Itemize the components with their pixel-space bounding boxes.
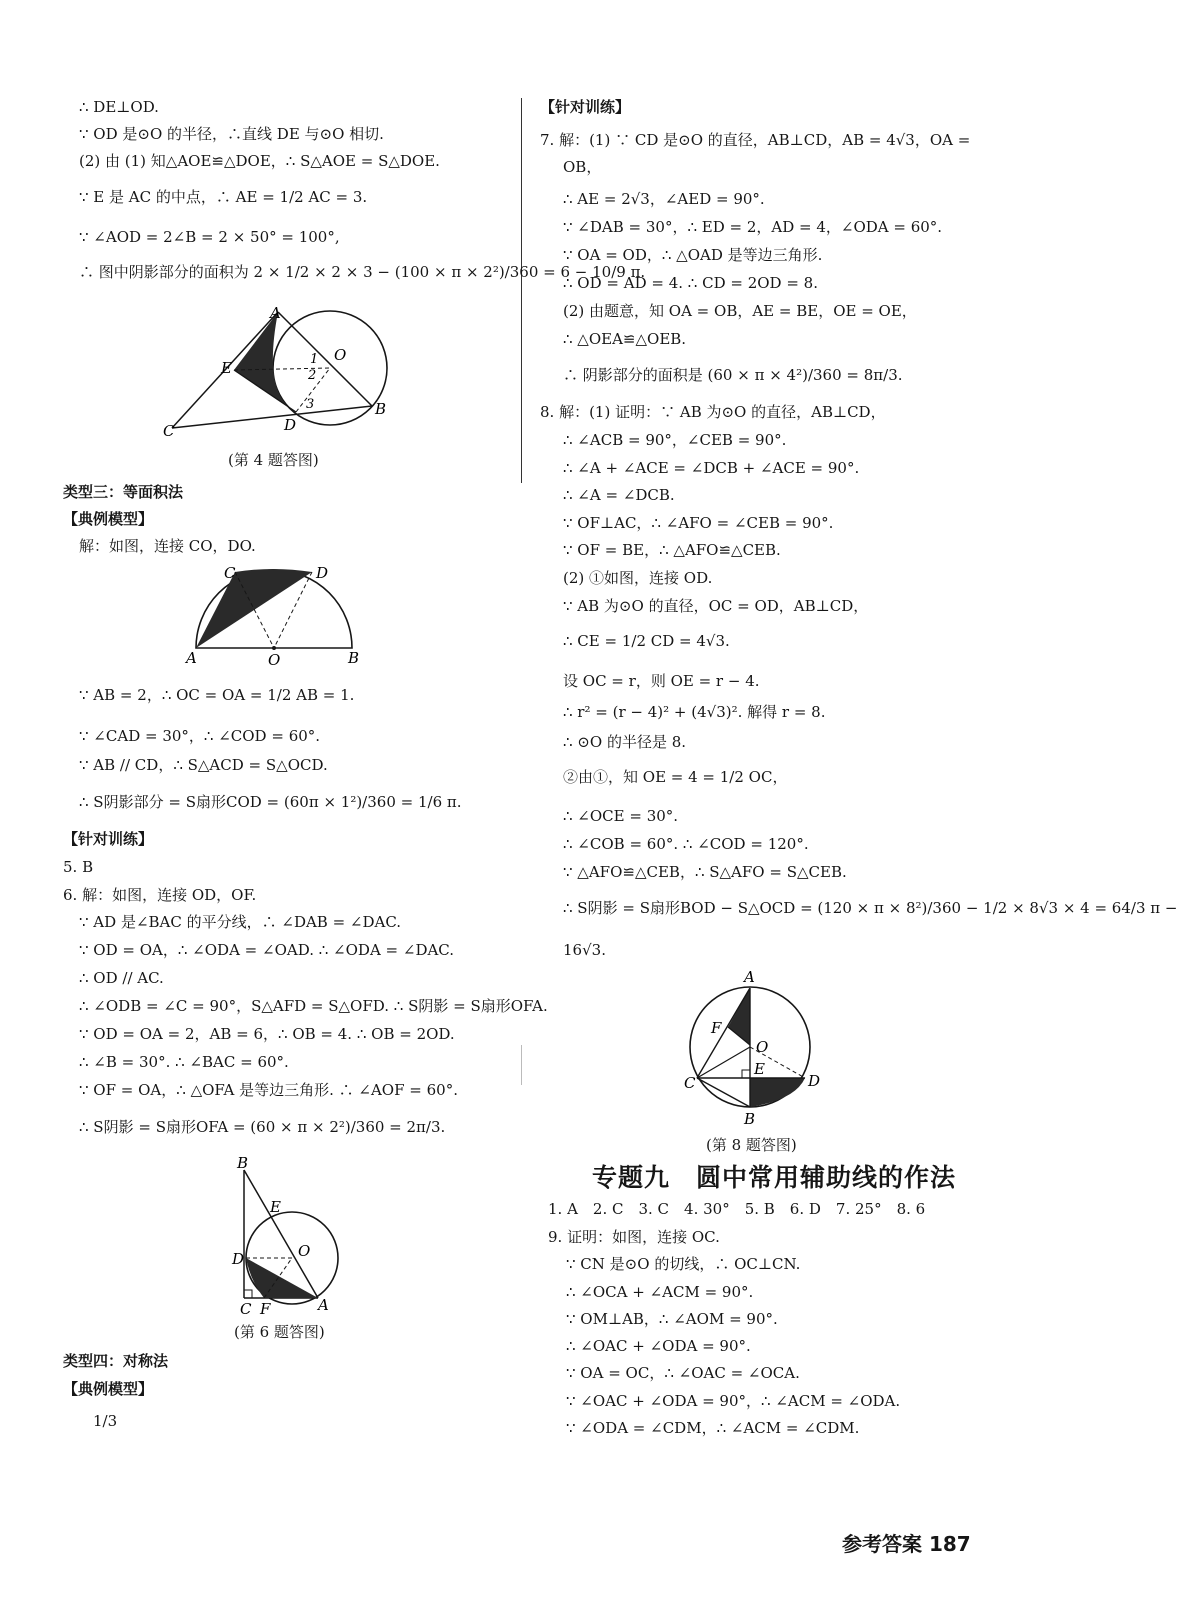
angle-1: 1 <box>310 352 319 367</box>
label-D: D <box>808 1072 821 1090</box>
text-line: ∵ △AFO≌△CEB，∴ S△AFO = S△CEB. <box>563 863 847 881</box>
text-line: ∵ ∠OAC + ∠ODA = 90°，∴ ∠ACM = ∠ODA. <box>566 1392 901 1410</box>
column-divider-lower <box>521 1045 522 1085</box>
text-line: ∴ AE = 2√3，∠AED = 90°. <box>563 190 765 208</box>
label-O: O <box>756 1038 769 1056</box>
text-line: ∵ OM⊥AB，∴ ∠AOM = 90°. <box>566 1310 778 1328</box>
text-line: ∵ OF⊥AC，∴ ∠AFO = ∠CEB = 90°. <box>563 514 834 532</box>
text-line: (2) ①如图，连接 OD. <box>563 569 713 587</box>
text-line: 设 OC = r，则 OE = r − 4. <box>563 672 760 690</box>
label-O: O <box>334 346 347 364</box>
text-line: ∴ ∠ACB = 90°，∠CEB = 90°. <box>563 431 787 449</box>
section-heading: 类型四：对称法 <box>63 1352 169 1370</box>
answer-list: 1. A 2. C 3. C 4. 30° 5. B 6. D 7. 25° 8. 6 <box>548 1200 926 1218</box>
label-B: B <box>744 1110 756 1128</box>
text-line: 9. 证明：如图，连接 OC. <box>548 1228 720 1246</box>
text-line: 解：如图，连接 CO，DO. <box>79 537 256 555</box>
section-heading: 类型三：等面积法 <box>63 483 184 501</box>
figure-4 <box>160 300 400 445</box>
text-line: ∴ ⊙O 的半径是 8. <box>563 733 687 751</box>
text-line: ∵ ∠ODA = ∠CDM，∴ ∠ACM = ∠CDM. <box>566 1419 860 1437</box>
text-line: ∵ OA = OD，∴ △OAD 是等边三角形. <box>563 246 823 264</box>
text-line: 7. 解：(1) ∵ CD 是⊙O 的直径，AB⊥CD，AB = 4√3，OA = <box>540 131 971 149</box>
text-line: ∵ AB 为⊙O 的直径，OC = OD，AB⊥CD， <box>563 597 869 615</box>
figure-caption: (第 6 题答图) <box>234 1323 325 1341</box>
label-D: D <box>232 1250 245 1268</box>
label-E: E <box>754 1060 765 1078</box>
text-line: ∴ ∠ODB = ∠C = 90°，S△AFD = S△OFD. ∴ S阴影 = S扇形OFA. <box>79 997 548 1015</box>
text-line: ∵ OA = OC，∴ ∠OAC = ∠OCA. <box>566 1364 800 1382</box>
figure-caption: (第 4 题答图) <box>228 451 319 469</box>
label-O: O <box>298 1242 311 1260</box>
text-line: ∴ CE = 1/2 CD = 4√3. <box>563 632 730 650</box>
text-line: OB， <box>563 158 602 176</box>
figure-caption: (第 8 题答图) <box>706 1136 797 1154</box>
section-heading: 【针对训练】 <box>63 830 154 848</box>
text-line: ∵ OD 是⊙O 的半径，∴直线 DE 与⊙O 相切. <box>79 125 384 143</box>
section-heading: 【针对训练】 <box>540 98 631 116</box>
text-line: ∴ ∠B = 30°. ∴ ∠BAC = 60°. <box>79 1053 289 1071</box>
label-A: A <box>186 649 197 667</box>
text-line: ∴ r² = (r − 4)² + (4√3)². 解得 r = 8. <box>563 703 826 721</box>
label-B: B <box>348 649 360 667</box>
text-line: ∴ S阴影 = S扇形BOD − S△OCD = (120 × π × 8²)/360 − 1/2 × 8√3 × 4 = 64/3 π − <box>563 899 1177 917</box>
label-B: B <box>375 400 387 418</box>
text-line: ∴ 图中阴影部分的面积为 2 × 1/2 × 2 × 3 − (100 × π × 2²)/360 = 6 − 10/9 π. <box>79 263 646 281</box>
text-line: (2) 由题意，知 OA = OB，AE = BE，OE = OE， <box>563 302 917 320</box>
label-D: D <box>316 564 329 582</box>
text-line: ∴ △OEA≌△OEB. <box>563 330 687 348</box>
text-line: (2) 由 (1) 知△AOE≌△DOE，∴ S△AOE = S△DOE. <box>79 152 440 170</box>
text-line: ∵ AD 是∠BAC 的平分线，∴ ∠DAB = ∠DAC. <box>79 913 402 931</box>
figure-semicircle <box>180 560 370 670</box>
angle-3: 3 <box>306 397 315 412</box>
text-line: ∴ ∠A + ∠ACE = ∠DCB + ∠ACE = 90°. <box>563 459 860 477</box>
text-line: ∵ ∠DAB = 30°，∴ ED = 2，AD = 4，∠ODA = 60°. <box>563 218 943 236</box>
text-line: ∴ ∠COB = 60°. ∴ ∠COD = 120°. <box>563 835 809 853</box>
text-line: ∵ AB = 2，∴ OC = OA = 1/2 AB = 1. <box>79 686 355 704</box>
label-D: D <box>284 416 297 434</box>
angle-2: 2 <box>308 368 317 383</box>
label-C: C <box>163 422 175 440</box>
label-A: A <box>270 304 281 322</box>
text-line: ∴ ∠OCE = 30°. <box>563 807 679 825</box>
text-line: 5. B <box>63 858 94 876</box>
text-line: ∴ S阴影部分 = S扇形COD = (60π × 1²)/360 = 1/6 π. <box>79 793 462 811</box>
text-line: 6. 解：如图，连接 OD，OF. <box>63 886 257 904</box>
text-line: ∵ OD = OA，∴ ∠ODA = ∠OAD. ∴ ∠ODA = ∠DAC. <box>79 941 455 959</box>
label-C: C <box>224 564 236 582</box>
figure-6 <box>225 1150 355 1320</box>
text-line: ∴ 阴影部分的面积是 (60 × π × 4²)/360 = 8π/3. <box>563 366 903 384</box>
text-line: ∴ ∠A = ∠DCB. <box>563 486 675 504</box>
section-heading: 【典例模型】 <box>63 1380 154 1398</box>
text-line: ∵ OF = BE，∴ △AFO≌△CEB. <box>563 541 781 559</box>
text-line: ∵ OF = OA，∴ △OFA 是等边三角形. ∴ ∠AOF = 60°. <box>79 1081 458 1099</box>
label-E: E <box>270 1198 281 1216</box>
text-line: ∴ ∠OAC + ∠ODA = 90°. <box>566 1337 751 1355</box>
label-O: O <box>268 651 281 669</box>
figure-8 <box>675 965 825 1130</box>
label-E: E <box>221 359 232 377</box>
text-line: ∵ CN 是⊙O 的切线，∴ OC⊥CN. <box>566 1255 801 1273</box>
section-heading: 【典例模型】 <box>63 510 154 528</box>
text-line: 1/3 <box>93 1412 118 1430</box>
label-F: F <box>711 1019 722 1037</box>
label-A: A <box>744 968 755 986</box>
text-line: ∵ AB // CD，∴ S△ACD = S△OCD. <box>79 756 328 774</box>
label-C: C <box>684 1074 696 1092</box>
page-footer: 参考答案 187 <box>842 1532 971 1556</box>
text-line: ∴ DE⊥OD. <box>79 98 159 116</box>
text-line: ∴ S阴影 = S扇形OFA = (60 × π × 2²)/360 = 2π/3. <box>79 1118 446 1136</box>
text-line: ∵ E 是 AC 的中点，∴ AE = 1/2 AC = 3. <box>79 188 368 206</box>
label-F: F <box>260 1300 271 1318</box>
label-A: A <box>318 1296 329 1314</box>
label-C: C <box>240 1300 252 1318</box>
text-line: 8. 解：(1) 证明：∵ AB 为⊙O 的直径，AB⊥CD， <box>540 403 886 421</box>
text-line: ②由①，知 OE = 4 = 1/2 OC， <box>563 768 788 786</box>
text-line: ∴ ∠OCA + ∠ACM = 90°. <box>566 1283 754 1301</box>
text-line: ∵ OD = OA = 2，AB = 6，∴ OB = 4. ∴ OB = 2OD. <box>79 1025 455 1043</box>
text-line: ∵ ∠AOD = 2∠B = 2 × 50° = 100°, <box>79 228 340 246</box>
label-B: B <box>237 1154 249 1172</box>
text-line: ∴ OD // AC. <box>79 969 164 987</box>
chapter-title: 专题九 圆中常用辅助线的作法 <box>592 1163 957 1192</box>
text-line: ∴ OD = AD = 4. ∴ CD = 2OD = 8. <box>563 274 818 292</box>
text-line: ∵ ∠CAD = 30°，∴ ∠COD = 60°. <box>79 727 321 745</box>
column-divider <box>521 98 522 483</box>
text-line: 16√3. <box>563 941 606 959</box>
